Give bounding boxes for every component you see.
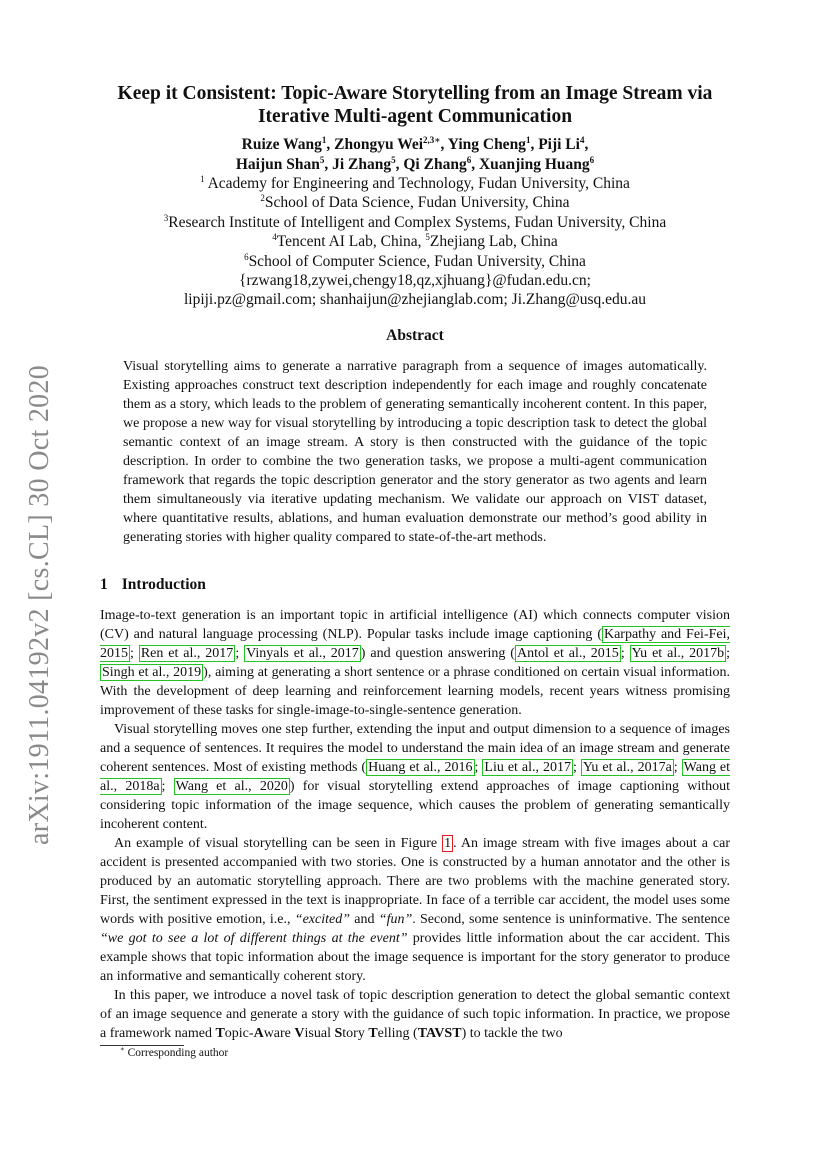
author-affil-mark: 5	[319, 154, 325, 165]
section-number: 1	[100, 576, 108, 593]
citation-link[interactable]: Yu et al., 2017a	[582, 760, 672, 775]
arxiv-sidebar	[20, 365, 60, 845]
author-affil-mark: 6	[466, 154, 472, 165]
author-name: Piji Li	[538, 136, 580, 153]
citation-link[interactable]: Karpathy and Fei-Fei, 2015	[100, 627, 730, 661]
text-run: elling (	[377, 1026, 418, 1041]
title-line-2: Iterative Multi-agent Communication	[257, 106, 573, 127]
figure-reference-link[interactable]: 1	[444, 836, 452, 851]
emphasis: “we got to see a lot of different things at the event”	[100, 931, 408, 946]
citation-link[interactable]: Singh et al., 2019	[102, 665, 202, 680]
section-heading	[100, 576, 206, 594]
bold-letter: A	[253, 1026, 264, 1041]
abstract-text: Visual storytelling aims to generate a narrative paragraph from a sequence of images automatically. Existing approaches construct text description independently for each image and roughly concatenate them as a story, which leads to the problem of generating semantically incoherent content. In this paper, we propose a new way for visual storytelling by introducing a topic description task to detect the global semantic context of an image stream. A story is then constructed with the guidance of the topic description. In order to combine the two generation tasks, we propose a multi-agent communication framework that regards the topic description generator and the story generator as two agents and learn them simultaneously via iterative updating mechanism. We validate our approach on VIST dataset, where quantitative results, ablations, and human evaluation demonstrate our method’s good ability in generating stories with higher quality compared to state-of-the-art methods.	[123, 359, 707, 545]
text-run: ) to tackle the two	[461, 1026, 563, 1041]
text-run: ;	[161, 779, 174, 794]
affiliation-list	[100, 174, 730, 310]
footnote-rule	[100, 1045, 184, 1046]
author-affil-mark: 1	[525, 134, 531, 145]
footnote-mark: ∗	[120, 1045, 125, 1054]
author-name: Ying Cheng	[447, 136, 526, 153]
footnote	[120, 1047, 228, 1059]
text-run: Image-to-text generation is an important topic in artificial intelligence (AI) which connects computer vision (CV) and natural language processing (NLP). Popular tasks include image captioning (	[100, 608, 730, 642]
affiliation-mark: 2	[260, 193, 265, 204]
footnote-text: Corresponding author	[127, 1047, 229, 1059]
affiliation	[100, 174, 730, 193]
citation-link[interactable]: Ren et al., 2017	[140, 646, 234, 661]
text-run: ;	[130, 646, 139, 661]
text-run: ;	[620, 646, 630, 661]
arxiv-identifier: arXiv:1911.04192v2 [cs.CL] 30 Oct 2020	[24, 364, 55, 846]
author-affil-mark: 4	[579, 134, 585, 145]
citation-link[interactable]: Wang et al., 2018a	[100, 760, 731, 794]
body-text	[100, 606, 730, 1043]
text-run: ) and question answering (	[360, 646, 515, 661]
affiliation-text: School of Data Science, Fudan University, China	[264, 194, 570, 212]
bold-letter: V	[294, 1026, 305, 1041]
text-run: . Second, some sentence is uninformative. The sentence	[412, 912, 730, 927]
bold-letter: S	[334, 1026, 343, 1041]
text-run: ;	[474, 760, 483, 775]
text-run: ), aiming at generating a short sentence or a phrase conditioned on certain visual information. With the development of deep learning and reinforcement learning models, recent years witness promising improvement of these tasks for single-image-to-single-sentence generation.	[100, 665, 730, 718]
text-run: An example of visual storytelling can be seen in Figure	[114, 836, 443, 851]
title-line-1: Keep it Consistent: Topic-Aware Storytelling from an Image Stream via	[117, 83, 713, 104]
text-run: ) for visual storytelling extend approaches of image captioning without considering topic information of the image sequence, which causes the problem of generating semantically incoherent content.	[100, 779, 731, 832]
email-line: lipiji.pz@gmail.com; shanhaijun@zhejianglab.com; Ji.Zhang@usq.edu.au	[183, 291, 647, 309]
author-affil-mark: 2,3	[423, 134, 435, 145]
affiliation-mark: 4	[272, 232, 277, 243]
author-affil-mark: 5	[391, 154, 396, 165]
emphasis: “fun”	[378, 912, 413, 927]
paper-title	[100, 82, 730, 128]
citation-link[interactable]: Yu et al., 2017b	[631, 646, 725, 661]
abstract-heading: Abstract	[386, 327, 444, 344]
email-line: {rzwang18,zywei,chengy18,qz,xjhuang}@fudan.edu.cn;	[239, 272, 591, 290]
citation-link[interactable]: Huang et al., 2016	[368, 760, 473, 775]
text-run: isual	[304, 1026, 335, 1041]
section-title: Introduction	[121, 576, 206, 593]
author-name: Xuanjing Huang	[478, 156, 590, 173]
text-run: ;	[726, 646, 731, 661]
affiliation	[100, 213, 730, 232]
text-run: ;	[573, 760, 581, 775]
affiliation-text: Research Institute of Intelligent and Complex Systems, Fudan University, China	[168, 213, 667, 231]
text-run: ;	[235, 646, 245, 661]
paragraph	[100, 606, 730, 720]
paragraph	[100, 720, 730, 834]
text-run: and	[350, 912, 379, 927]
text-run: In this paper, we introduce a novel task of topic description generation to detect the global semantic context of an image sequence and generate a story with the guidance of such topic information. In practice, we propose a framework named	[100, 988, 730, 1041]
affiliation-mark: 5	[425, 232, 430, 243]
author-list: Ruize Wang$^1$, Zhongyu Wei$^{2,3∗}$, Ying Cheng$^1$, Piji Li$^4$, Haijun Shan$^5$, Ji Zhang$^5$, Qi Zhang$^6$, Xuanjing Huang$^6$	[235, 134, 595, 173]
citation-link[interactable]: Wang et al., 2020	[175, 779, 288, 794]
paragraph	[100, 834, 730, 986]
paragraph	[100, 986, 730, 1043]
text-run: . An image stream with five images about a car accident is presented accompanied with two stories. One is constructed by a human annotator and the other is produced by an automatic storytelling approach. There are two problems with the machine generated story. First, the sentiment expressed in the text is inappropriate. In face of a terrible car accident, the model uses some words with positive emotion, i.e.,	[100, 836, 730, 927]
citation-link[interactable]: Antol et al., 2015	[516, 646, 619, 661]
text-run: Visual storytelling moves one step further, extending the input and output dimension to a sequence of images and a sequence of sentences. It requires the model to understand the main idea of an image stream and generate coherent sentences. Most of existing methods (	[100, 722, 730, 775]
text-run: tory	[342, 1026, 369, 1041]
citation-link[interactable]: Vinyals et al., 2017	[246, 646, 359, 661]
author-affil-mark: 1	[321, 134, 327, 145]
affiliation-text: Tencent AI Lab, China,	[276, 233, 426, 251]
affiliation	[100, 232, 730, 251]
bold-letter: T	[215, 1026, 225, 1041]
affiliation-mark: 1	[200, 173, 205, 184]
affiliation	[100, 252, 730, 271]
author-name: Haijun Shan	[235, 156, 320, 173]
author-name: Qi Zhang	[403, 156, 467, 173]
method-acronym: TAVST	[417, 1026, 462, 1041]
affiliation	[100, 193, 730, 212]
affiliation-text: Academy for Engineering and Technology, Fudan University, China	[207, 175, 630, 192]
text-run: provides little information about the car accident. This example shows that topic information about the image sequence is important for the story generator to produce an informative and semantically coherent story.	[100, 931, 730, 984]
text-run: opic-	[224, 1026, 254, 1041]
corresponding-mark: ∗	[434, 134, 441, 145]
emphasis: “excited”	[294, 912, 351, 927]
text-run: ;	[673, 760, 682, 775]
author-name: Zhongyu Wei	[334, 136, 424, 153]
affiliation-mark: 6	[244, 251, 249, 262]
citation-link[interactable]: Liu et al., 2017	[484, 760, 571, 775]
affiliation-text: School of Computer Science, Fudan University, China	[248, 252, 586, 270]
author-affil-mark: 6	[589, 154, 595, 165]
affiliation-text: Zhejiang Lab, China	[429, 233, 558, 251]
affiliation-mark: 3	[163, 212, 169, 223]
author-name: Ji Zhang	[332, 156, 392, 173]
bold-letter: T	[368, 1026, 378, 1041]
author-name: Ruize Wang	[241, 136, 322, 153]
text-run: ware	[263, 1026, 295, 1041]
